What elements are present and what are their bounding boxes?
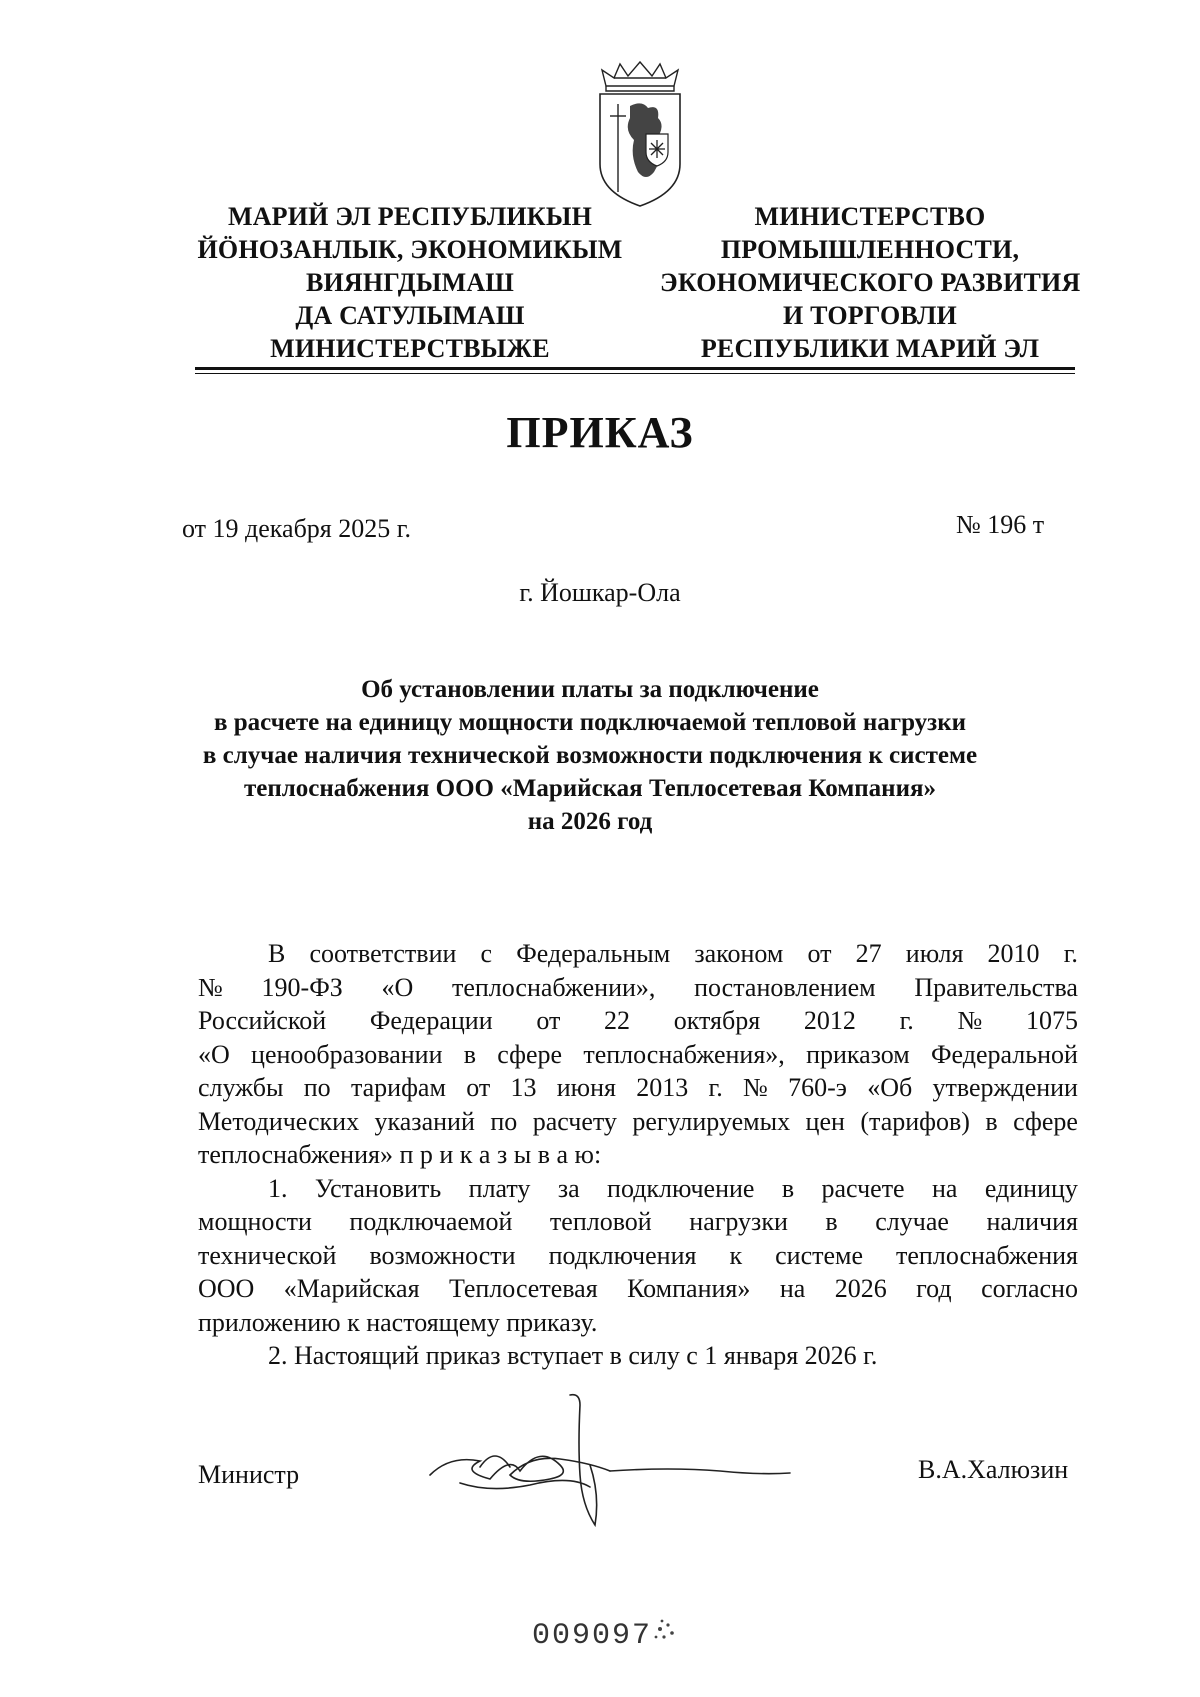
header-left-line: ВИЯНГДЫМАШ [305,268,515,297]
body-word: от [807,939,832,968]
body-word: возможности [369,1240,516,1270]
body-line [198,1004,1078,1038]
body-word: июля [905,939,964,968]
body-line [198,1105,1078,1139]
body-word: подключение [607,1173,755,1203]
body-word: утверждении [932,1073,1078,1102]
body-word: (тарифов) [860,1106,970,1136]
body-word: 27 [855,939,882,968]
header-divider-thick [195,367,1075,370]
body-word: 2010 [987,939,1040,968]
subject-line: на 2026 год [527,808,653,835]
body-line [198,1038,1078,1072]
body-word: за [557,1173,580,1203]
body-word: № [198,972,223,1002]
body-word: случае [875,1207,949,1236]
header-right-line: ПРОМЫШЛЕННОСТИ, [720,235,1020,264]
body-word: системе [775,1240,864,1270]
subject-line: Об установлении платы за подключение [361,676,819,703]
body-line [198,1239,1078,1273]
body-word: Теплосетевая [448,1274,598,1303]
body-word: 13 [510,1073,537,1102]
body-word: год [916,1274,952,1303]
body-word: в [825,1207,838,1236]
body-line: теплоснабжения» п р и к а з ы в а ю: [198,1140,602,1169]
body-word: мощности [198,1207,312,1236]
body-word: единицу [984,1173,1078,1203]
body-word: сфере [1013,1106,1078,1136]
body-word: 2013 [636,1073,689,1102]
body-word: службы [198,1073,284,1102]
body-line [198,971,1078,1005]
document-body [198,937,1078,1373]
body-word: тепловой [549,1207,652,1236]
body-line: 2. Настоящий приказ вступает в силу с 1 января 2026 г. [268,1341,878,1370]
body-word: расчете [821,1173,905,1203]
body-word: на [931,1173,958,1203]
body-word: Установить [314,1173,442,1203]
body-word: № [957,1006,983,1035]
body-word: Методических [198,1106,360,1136]
body-word: 760-э [788,1073,847,1102]
body-word: октября [673,1006,761,1035]
subject-line: в расчете на единицу мощности подключаемой тепловой нагрузки [213,709,967,736]
body-word: на [779,1274,806,1303]
body-word: «О [198,1039,230,1069]
body-line [198,1071,1078,1105]
body-word: 2012 [803,1006,856,1035]
header-right-line: МИНИСТЕРСТВО [754,202,986,231]
body-word: от [466,1073,491,1102]
body-word: 1075 [1025,1006,1078,1035]
body-word: теплоснабжении», [451,972,656,1002]
document-number: № 196 т [956,510,1045,539]
body-word: согласно [981,1274,1078,1303]
body-word: цен [805,1106,845,1136]
body-word: в [985,1106,998,1136]
body-word: ценообразовании [251,1039,443,1069]
body-word: соответствии [309,939,457,968]
body-word: подключения [548,1240,697,1270]
body-word: г. [899,1006,914,1035]
body-line [198,1172,1078,1206]
body-word: постановлением [694,972,876,1002]
body-word: сфере [497,1039,563,1069]
body-word: плату [468,1173,531,1203]
body-word: Федеральной [931,1039,1078,1069]
body-word: 22 [604,1006,631,1035]
body-word: 2026 [834,1274,887,1303]
body-word: регулируемых [632,1106,791,1136]
body-word: «О [381,972,414,1002]
body-word: июня [556,1073,616,1102]
body-word: 1. [268,1173,288,1203]
body-word: по [490,1106,518,1136]
header-divider-thin [195,373,1075,374]
body-line [198,937,1078,971]
document-title: ПРИКАЗ [506,408,694,457]
body-word: в [781,1173,795,1203]
header-right-line: ЭКОНОМИЧЕСКОГО РАЗВИТИЯ [660,268,1081,297]
body-word: тарифам [350,1073,446,1102]
body-word: расчету [532,1106,617,1136]
subject-line: теплоснабжения ООО «Марийская Теплосетевая Компания» [243,775,937,802]
body-word: законом [694,939,784,968]
body-word: В [268,939,286,968]
body-word: по [303,1073,331,1102]
header-right-line: И ТОРГОВЛИ [783,301,957,330]
body-word: Компания» [627,1274,751,1303]
header-left-ministry-mari [190,200,630,365]
body-word: приказом [806,1039,910,1069]
body-word: Федеральным [516,939,671,968]
signatory-position: Министр [198,1460,300,1489]
body-line [198,1272,1078,1306]
body-word: от [536,1006,561,1035]
header-left-line: ЙӦНОЗАНЛЫК, ЭКОНОМИКЫМ [197,235,623,264]
header-left-line: МАРИЙ ЭЛ РЕСПУБЛИКЫН [227,202,593,231]
body-word: Федерации [369,1006,493,1035]
body-word: Российской [198,1006,327,1035]
header-left-line: ДА САТУЛЫМАШ [295,301,525,330]
body-line: приложению к настоящему приказу. [198,1307,598,1337]
body-word: с [480,939,493,968]
body-word: Правительства [914,972,1078,1002]
signatory-name: В.А.Халюзин [918,1455,1069,1484]
header-left-line: МИНИСТЕРСТВЫЖЕ [270,334,550,363]
body-word: № [743,1073,768,1102]
body-word: наличия [986,1207,1078,1236]
body-word: г. [708,1073,723,1102]
body-word: ООО [198,1274,255,1303]
body-word: подключаемой [349,1207,513,1236]
serial-stamp [532,1607,682,1657]
header-right-line: РЕСПУБЛИКИ МАРИЙ ЭЛ [700,334,1040,363]
body-word: технической [198,1240,337,1270]
subject-line: в случае наличия технической возможности подключения к системе [202,742,978,769]
document-city: г. Йошкар-Ола [519,578,681,607]
serial-number: 009097 [532,1619,653,1653]
document-subject [150,673,1030,838]
body-word: указаний [374,1106,475,1136]
body-word: теплоснабжения [896,1240,1078,1270]
body-word: в [463,1039,477,1069]
coat-of-arms-emblem [594,60,686,210]
body-word: 190-ФЗ [261,972,343,1002]
handwritten-signature [420,1375,860,1535]
body-word: к [729,1240,743,1270]
header-right-ministry-russian [660,200,1080,365]
body-word: «Марийская [283,1274,420,1303]
body-word: г. [1063,939,1078,968]
body-line [198,1205,1078,1239]
document-date: от 19 декабря 2025 г. [182,514,411,543]
body-word: теплоснабжения», [583,1039,785,1069]
body-word: нагрузки [689,1207,788,1236]
body-word: «Об [867,1073,913,1102]
